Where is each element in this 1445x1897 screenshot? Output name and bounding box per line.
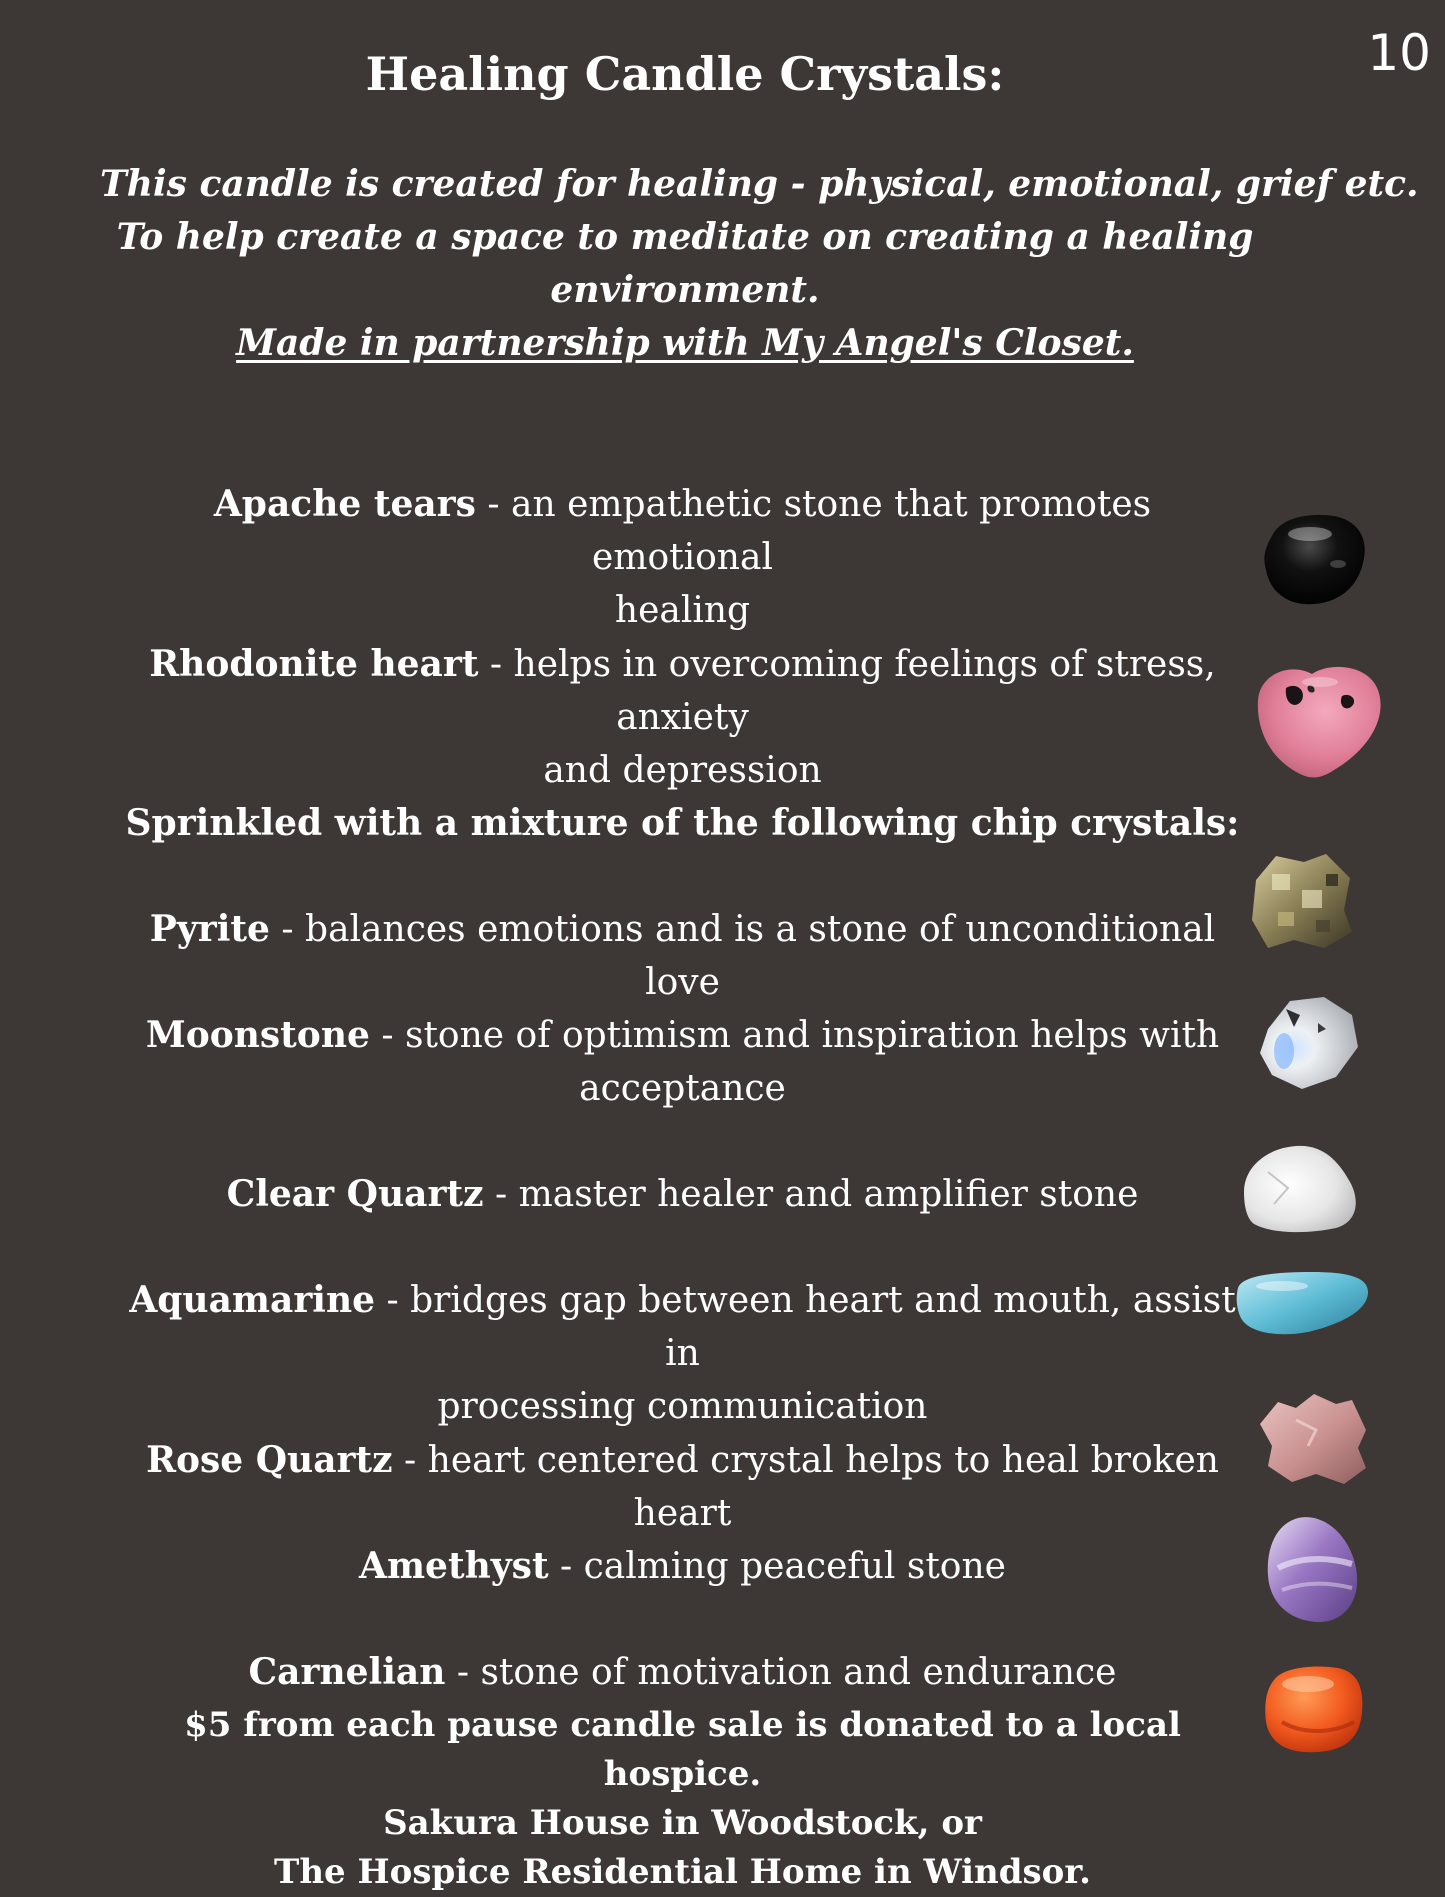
hospice-line: The Hospice Residential Home in Windsor. xyxy=(274,1852,1091,1892)
separator: - xyxy=(478,644,514,685)
intro-line: This candle is created for healing - physical, emotional, grief etc. xyxy=(100,163,1419,205)
aquamarine-icon xyxy=(1232,1266,1372,1338)
crystal-description-continued: and depression xyxy=(543,750,822,791)
carnelian-icon xyxy=(1262,1662,1366,1756)
rose-quartz-icon xyxy=(1256,1390,1370,1488)
separator: - xyxy=(269,909,306,950)
crystal-description-continued: processing communication xyxy=(437,1386,928,1427)
separator: - xyxy=(483,1174,519,1215)
crystal-moonstone xyxy=(120,1009,1245,1115)
separator: - xyxy=(392,1440,428,1481)
crystal-name: Pyrite xyxy=(149,908,270,950)
crystal-carnelian xyxy=(120,1646,1245,1699)
separator: - xyxy=(548,1546,584,1587)
page-title: Healing Candle Crystals: xyxy=(365,47,1005,101)
crystal-description: helps in overcoming feelings of stress, anxiety xyxy=(513,644,1216,738)
separator: - xyxy=(375,1280,411,1321)
crystal-name: Apache tears xyxy=(213,483,476,525)
pink-rhodonite-heart-icon xyxy=(1250,660,1385,782)
crystal-rhodonite-heart xyxy=(120,638,1245,797)
crystal-description-continued: healing xyxy=(614,590,751,631)
donation-line: $5 from each pause candle sale is donated to a local hospice. xyxy=(184,1705,1181,1794)
separator: - xyxy=(369,1015,405,1056)
clear-quartz-icon xyxy=(1238,1142,1362,1234)
amethyst-icon xyxy=(1264,1512,1360,1626)
intro-paragraph xyxy=(100,158,1419,370)
intro-line: To help create a space to meditate on creating a healing xyxy=(116,216,1254,258)
crystal-description-continued: acceptance xyxy=(579,1068,786,1109)
crystal-name: Rose Quartz xyxy=(146,1439,393,1481)
separator: - xyxy=(475,484,511,525)
crystal-description: heart centered crystal helps to heal broken heart xyxy=(427,1440,1219,1534)
crystal-description: balances emotions and is a stone of unconditional love xyxy=(305,909,1216,1003)
crystal-name: Moonstone xyxy=(145,1014,370,1056)
partnership-note: Made in partnership with My Angel's Closet. xyxy=(236,322,1134,364)
chip-crystals-heading: Sprinkled with a mixture of the following chip crystals: xyxy=(125,802,1240,844)
crystal-description: stone of motivation and endurance xyxy=(480,1652,1117,1693)
crystal-rose-quartz xyxy=(120,1434,1245,1540)
crystal-name: Amethyst xyxy=(359,1545,549,1587)
gold-pyrite-icon xyxy=(1246,850,1356,952)
crystal-name: Carnelian xyxy=(248,1651,446,1693)
page-number: 10 xyxy=(1367,24,1431,82)
crystal-description: calming peaceful stone xyxy=(583,1546,1006,1587)
separator: - xyxy=(445,1652,481,1693)
crystal-name: Clear Quartz xyxy=(226,1173,484,1215)
crystal-description: master healer and amplifier stone xyxy=(518,1174,1139,1215)
crystal-apache-tears xyxy=(120,478,1245,637)
moonstone-icon xyxy=(1256,993,1362,1093)
crystal-description: an empathetic stone that promotes emotional xyxy=(510,484,1152,578)
intro-line: environment. xyxy=(550,269,820,311)
crystal-amethyst xyxy=(120,1540,1245,1593)
crystal-description: bridges gap between heart and mouth, assist in xyxy=(410,1280,1236,1374)
crystal-pyrite xyxy=(120,903,1245,1009)
crystal-description: stone of optimism and inspiration helps with xyxy=(404,1015,1220,1056)
crystal-name: Rhodonite heart xyxy=(149,643,479,685)
donation-note xyxy=(120,1701,1245,1897)
crystal-clear-quartz xyxy=(120,1168,1245,1221)
hospice-line: Sakura House in Woodstock, or xyxy=(383,1803,982,1843)
crystal-name: Aquamarine xyxy=(129,1279,376,1321)
black-obsidian-stone-icon xyxy=(1258,506,1370,610)
crystal-aquamarine xyxy=(120,1274,1245,1433)
